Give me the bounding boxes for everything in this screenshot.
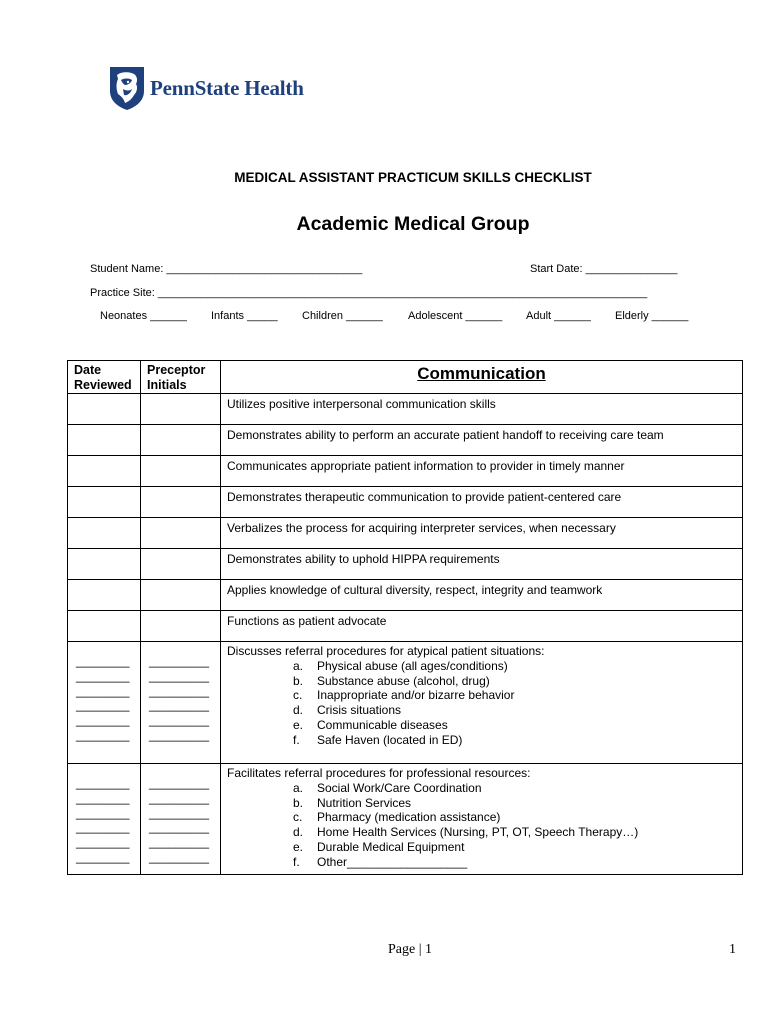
date-reviewed-cell[interactable] bbox=[68, 580, 141, 611]
date-reviewed-blanks[interactable]: ________ ________ ________ ________ ________ ________ bbox=[68, 642, 141, 764]
preceptor-initials-cell[interactable] bbox=[141, 518, 221, 549]
table-row bbox=[68, 456, 743, 487]
professional-resources-title: Facilitates referral procedures for professional resources: bbox=[227, 766, 531, 780]
list-item: e. Communicable diseases bbox=[293, 717, 448, 732]
preceptor-initials-cell[interactable] bbox=[141, 425, 221, 456]
referral-procedures-title: Discusses referral procedures for atypical patient situations: bbox=[227, 644, 545, 658]
age-group-adult: Adult ______ bbox=[526, 310, 591, 322]
start-date-field: Start Date: _______________ bbox=[530, 263, 678, 275]
table-row bbox=[68, 549, 743, 580]
list-item: d. Crisis situations bbox=[293, 703, 402, 718]
list-item: b. Substance abuse (alcohol, drug) bbox=[293, 673, 490, 688]
list-item: f. Safe Haven (located in ED) bbox=[293, 732, 463, 747]
date-reviewed-cell[interactable] bbox=[68, 394, 141, 425]
preceptor-initials-cell[interactable] bbox=[141, 456, 221, 487]
list-item: a. Physical abuse (all ages/conditions) bbox=[293, 658, 508, 673]
table-row bbox=[68, 394, 743, 425]
table-row bbox=[68, 611, 743, 642]
professional-resources-list bbox=[227, 781, 742, 870]
table-row-referral bbox=[68, 642, 743, 764]
table-row bbox=[68, 580, 743, 611]
table-header-row bbox=[68, 361, 743, 394]
nittany-lion-shield-icon bbox=[108, 65, 146, 111]
preceptor-initials-header: Preceptor Initials bbox=[141, 361, 221, 394]
list-item: c. Pharmacy (medication assistance) bbox=[293, 810, 501, 825]
skill-item: Verbalizes the process for acquiring interpreter services, when necessary bbox=[221, 518, 743, 549]
document-heading: MEDICAL ASSISTANT PRACTICUM SKILLS CHECKLIST bbox=[234, 170, 592, 185]
referral-procedures-list bbox=[227, 659, 742, 748]
list-item: c. Inappropriate and/or bizarre behavior bbox=[293, 688, 515, 703]
date-reviewed-cell[interactable] bbox=[68, 456, 141, 487]
preceptor-initials-cell[interactable] bbox=[141, 487, 221, 518]
age-group-elderly: Elderly ______ bbox=[615, 310, 689, 322]
date-reviewed-blanks[interactable]: ________ ________ ________ ________ ________ ________ bbox=[68, 764, 141, 875]
preceptor-initials-cell[interactable] bbox=[141, 580, 221, 611]
practice-site-field: Practice Site: ________________________________________________________________________________ bbox=[90, 287, 648, 299]
preceptor-initials-cell[interactable] bbox=[141, 611, 221, 642]
preceptor-initials-cell[interactable] bbox=[141, 549, 221, 580]
date-reviewed-cell[interactable] bbox=[68, 518, 141, 549]
age-group-children: Children ______ bbox=[302, 310, 383, 322]
list-item: d. Home Health Services (Nursing, PT, OT, Speech Therapy…) bbox=[293, 825, 639, 840]
table-row bbox=[68, 487, 743, 518]
skill-item: Demonstrates ability to uphold HIPPA requirements bbox=[221, 549, 743, 580]
age-group-neonates: Neonates ______ bbox=[100, 310, 187, 322]
skill-item: Demonstrates ability to perform an accurate patient handoff to receiving care team bbox=[221, 425, 743, 456]
document-subheading: Academic Medical Group bbox=[296, 213, 530, 235]
footer-page-number: 1 bbox=[729, 942, 736, 957]
date-reviewed-cell[interactable] bbox=[68, 425, 141, 456]
list-item: e. Durable Medical Equipment bbox=[293, 839, 465, 854]
list-item: f. Other__________________ bbox=[293, 854, 468, 869]
student-name-field: Student Name: ________________________________ bbox=[90, 263, 363, 275]
table-row bbox=[68, 425, 743, 456]
date-reviewed-cell[interactable] bbox=[68, 611, 141, 642]
skill-item: Communicates appropriate patient information to provider in timely manner bbox=[221, 456, 743, 487]
age-group-adolescent: Adolescent ______ bbox=[408, 310, 503, 322]
footer-page-label: Page | 1 bbox=[388, 942, 433, 957]
referral-procedures-cell bbox=[221, 642, 743, 764]
age-group-infants: Infants _____ bbox=[211, 310, 278, 322]
date-reviewed-header: Date Reviewed bbox=[68, 361, 141, 394]
skill-item: Functions as patient advocate bbox=[221, 611, 743, 642]
section-title-communication: Communication bbox=[221, 361, 743, 394]
preceptor-initials-blanks[interactable]: _________ _________ _________ _________ _________ _________ bbox=[141, 642, 221, 764]
skill-item: Utilizes positive interpersonal communication skills bbox=[221, 394, 743, 425]
logo-brand-text: PennState Health bbox=[150, 75, 304, 100]
table-row-resources bbox=[68, 764, 743, 875]
preceptor-initials-blanks[interactable]: _________ _________ _________ _________ _________ _________ bbox=[141, 764, 221, 875]
list-item: a. Social Work/Care Coordination bbox=[293, 780, 482, 795]
date-reviewed-cell[interactable] bbox=[68, 549, 141, 580]
professional-resources-cell bbox=[221, 764, 743, 875]
date-reviewed-cell[interactable] bbox=[68, 487, 141, 518]
table-row bbox=[68, 518, 743, 549]
pennstate-health-logo bbox=[108, 64, 304, 112]
preceptor-initials-cell[interactable] bbox=[141, 394, 221, 425]
skills-checklist-table bbox=[67, 360, 743, 875]
skill-item: Demonstrates therapeutic communication to provide patient-centered care bbox=[221, 487, 743, 518]
skill-item: Applies knowledge of cultural diversity, respect, integrity and teamwork bbox=[221, 580, 743, 611]
list-item: b. Nutrition Services bbox=[293, 795, 412, 810]
